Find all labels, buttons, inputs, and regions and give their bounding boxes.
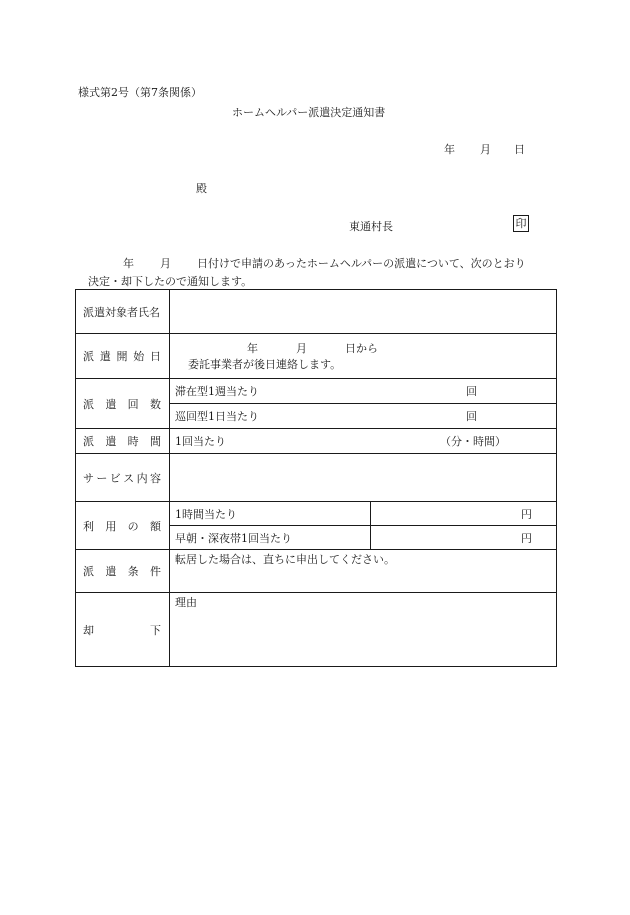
count-patrol-unit: 回 [466, 410, 477, 423]
body-year: 年 [123, 257, 134, 270]
fee-hourly-label: 1時間当たり [170, 502, 371, 526]
body-month: 月 [160, 257, 171, 270]
body-line2: 決定・却下したので通知します。 [88, 275, 253, 288]
form-number-label: 様式第2号（第7条関係） [78, 86, 202, 99]
count-stay-unit: 回 [466, 385, 477, 398]
field-dispatch-time[interactable] [170, 429, 557, 454]
conditions-text: 転居した場合は、直ちに申出してください。 [175, 553, 395, 566]
label-start-date [76, 334, 170, 379]
addressee-suffix: 殿 [196, 182, 207, 195]
time-label: 1回当たり [175, 435, 226, 448]
field-service-content[interactable] [170, 454, 557, 502]
field-dispatch-conditions[interactable] [170, 550, 557, 593]
count-patrol-label: 巡回型1日当たり [175, 410, 259, 423]
notice-table [75, 289, 557, 667]
field-fee-night[interactable]: 円 [371, 526, 557, 550]
label-rejection: 却 下 [76, 593, 170, 667]
rejection-reason-label: 理由 [175, 596, 197, 609]
label-recipient-name: 派遣対象者氏名 [76, 290, 170, 334]
start-year: 年 [247, 342, 258, 355]
label-dispatch-time: 派 遣 時 間 [76, 429, 170, 454]
label-dispatch-conditions: 派 遣 条 件 [76, 550, 170, 593]
field-count-stay[interactable] [170, 379, 557, 404]
issuer-name: 東通村長 [349, 220, 393, 233]
start-note: 委託事業者が後日連絡します。 [188, 358, 342, 371]
start-month: 月 [296, 342, 307, 355]
field-rejection-reason[interactable] [170, 593, 557, 667]
fee-night-label: 早朝・深夜帯1回当たり [170, 526, 371, 550]
label-dispatch-count: 派 遣 回 数 [76, 379, 170, 429]
count-stay-label: 滞在型1週当たり [175, 385, 259, 398]
field-recipient-name[interactable] [170, 290, 557, 334]
document-title: ホームヘルパー派遣決定通知書 [232, 106, 386, 119]
field-start-date[interactable] [170, 334, 557, 379]
label-fee: 利 用 の 額 [76, 502, 170, 550]
label-service-content: サ ー ビ ス 内 容 [76, 454, 170, 502]
field-fee-hourly[interactable]: 円 [371, 502, 557, 526]
field-count-patrol[interactable] [170, 404, 557, 429]
time-unit: （分・時間） [440, 435, 506, 448]
seal-stamp: 印 [513, 215, 529, 232]
start-day-from: 日から [345, 342, 378, 355]
date-day: 日 [514, 143, 525, 156]
body-line1: 日付けで申請のあったホームヘルパーの派遣について、次のとおり [197, 257, 526, 270]
date-month: 月 [480, 143, 491, 156]
date-year: 年 [444, 143, 455, 156]
label-start-date-text: 派 遣 開 始 日 [83, 350, 161, 363]
